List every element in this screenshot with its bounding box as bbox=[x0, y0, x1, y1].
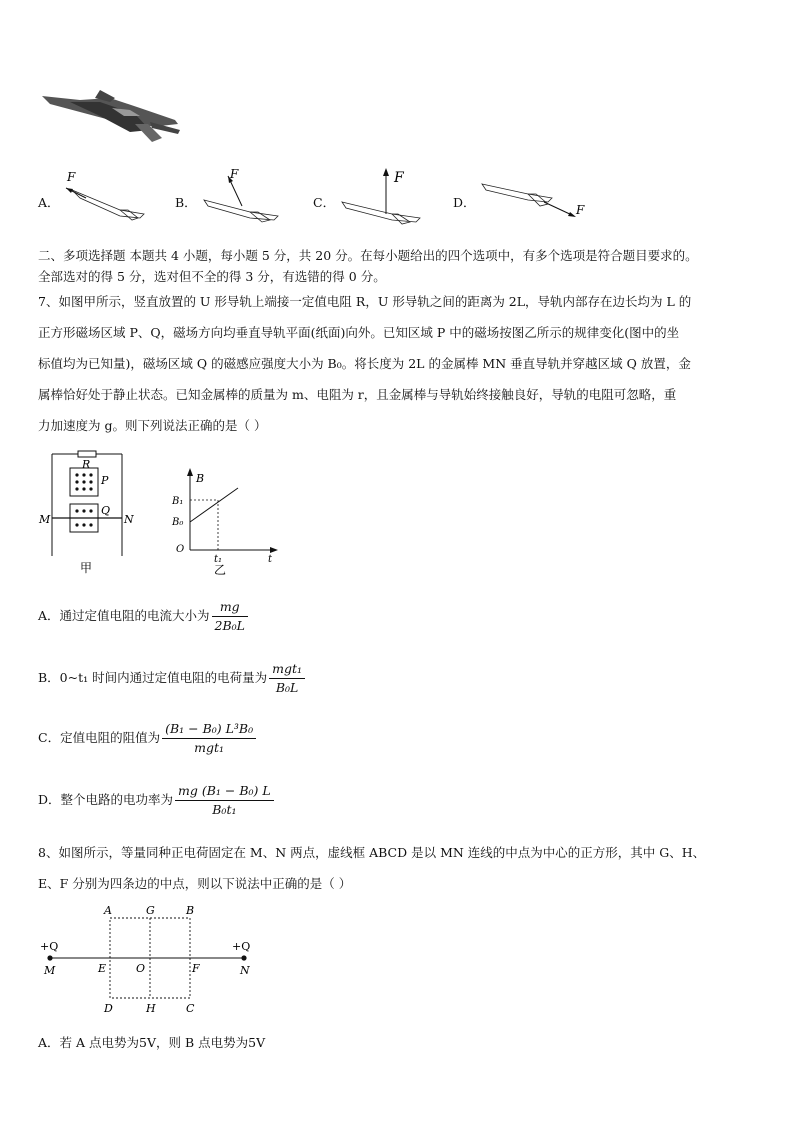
force-label: F bbox=[576, 203, 585, 217]
q7-option-c-text: C．定值电阻的阻值为 bbox=[38, 730, 161, 745]
fraction-numerator: (B₁ − B₀) L³B₀ bbox=[162, 720, 256, 739]
point-m-label: M bbox=[44, 964, 56, 977]
q7-option-a-text: A．通过定值电阻的电流大小为 bbox=[38, 608, 210, 623]
figure-yi-caption: 乙 bbox=[214, 563, 227, 576]
q7-option-d[interactable] bbox=[38, 782, 274, 819]
b-t-line bbox=[190, 488, 238, 522]
q6-option-c-diagram[interactable] bbox=[336, 166, 426, 226]
q7-option-a-fraction bbox=[212, 598, 248, 635]
axis-b-label: B bbox=[196, 472, 205, 485]
section2-line2: 全部选对的得 5 分，选对但不全的得 3 分，有选错的得 0 分。 bbox=[38, 269, 386, 284]
q7-option-a[interactable] bbox=[38, 598, 248, 635]
region-q-label: Q bbox=[101, 504, 111, 517]
fighter-jet-image bbox=[40, 86, 182, 146]
q6-option-d-label[interactable]: D． bbox=[453, 195, 476, 210]
q7-option-d-text: D．整个电路的电功率为 bbox=[38, 792, 174, 807]
fraction-denominator: B₀t₁ bbox=[212, 802, 237, 817]
q6-option-a-label[interactable]: A． bbox=[38, 195, 60, 210]
figure-jia-caption: 甲 bbox=[80, 561, 93, 575]
charge-n bbox=[241, 955, 246, 960]
point-a-label: A bbox=[104, 904, 112, 917]
charge-m-value: +Q bbox=[40, 940, 59, 953]
force-label: F bbox=[394, 170, 404, 186]
point-d-label: D bbox=[104, 1002, 113, 1015]
q7-option-c[interactable] bbox=[38, 720, 256, 757]
region-p-label: P bbox=[101, 474, 109, 487]
q8-line1: 8、如图所示，等量同种正电荷固定在 M、N 两点，虚线框 ABCD 是以 MN 连线的中点为中心的正方形，其中 G、H、 bbox=[38, 845, 706, 860]
force-label: F bbox=[67, 170, 76, 184]
q6-option-d-diagram[interactable] bbox=[478, 176, 590, 224]
charge-m bbox=[47, 955, 52, 960]
resistor-label: R bbox=[82, 458, 91, 471]
rod-end-n-label: N bbox=[124, 513, 134, 526]
q7-figure-yi bbox=[168, 464, 286, 576]
axis-t-label: t bbox=[268, 554, 273, 565]
q6-option-a-diagram[interactable] bbox=[60, 168, 150, 224]
q8-option-a[interactable]: A．若 A 点电势为5V，则 B 点电势为5V bbox=[38, 1035, 266, 1050]
section2-line1: 二、多项选择题 本题共 4 小题，每小题 5 分，共 20 分。在每小题给出的四个选项中，有多个选项是符合题目要求的。 bbox=[38, 248, 698, 263]
fraction-numerator: mgt₁ bbox=[269, 660, 305, 679]
point-f-label: F bbox=[192, 962, 200, 975]
fraction-numerator: mg bbox=[212, 598, 248, 617]
q8-figure bbox=[36, 900, 266, 1020]
q7-line5: 力加速度为 g。则下列说法正确的是（ ） bbox=[38, 418, 267, 433]
origin-label: O bbox=[176, 544, 185, 555]
point-n-label: N bbox=[240, 964, 250, 977]
q7-line2: 正方形磁场区域 P、Q，磁场方向均垂直导轨平面(纸面)向外。已知区域 P 中的磁场按图乙所示的规律变化(图中的坐 bbox=[38, 325, 680, 340]
q6-option-b-label[interactable]: B． bbox=[175, 195, 197, 210]
charge-n-value: +Q bbox=[232, 940, 251, 953]
b1-tick-label: B₁ bbox=[172, 496, 184, 507]
point-o-label: O bbox=[136, 962, 146, 975]
fraction-denominator: mgt₁ bbox=[194, 740, 225, 755]
q8-line2: E、F 分别为四条边的中点，则以下说法中正确的是（ ） bbox=[38, 876, 352, 891]
q7-option-d-fraction bbox=[175, 782, 274, 819]
point-h-label: H bbox=[146, 1002, 156, 1015]
point-b-label: B bbox=[186, 904, 195, 917]
point-e-label: E bbox=[98, 962, 107, 975]
q7-option-b[interactable] bbox=[38, 660, 305, 697]
q7-option-b-text: B．0~t₁ 时间内通过定值电阻的电荷量为 bbox=[38, 670, 268, 685]
b0-tick-label: B₀ bbox=[172, 517, 184, 528]
fraction-denominator: 2B₀L bbox=[214, 618, 245, 633]
q6-option-b-diagram[interactable] bbox=[200, 166, 284, 226]
q7-option-c-fraction bbox=[162, 720, 256, 757]
q7-option-b-fraction bbox=[269, 660, 305, 697]
q7-line1: 7、如图甲所示，竖直放置的 U 形导轨上端接一定值电阻 R，U 形导轨之间的距离为 2L，导轨内部存在边长均为 L 的 bbox=[38, 294, 692, 309]
point-c-label: C bbox=[186, 1002, 195, 1015]
q6-option-c-label[interactable]: C． bbox=[313, 195, 336, 210]
q7-line3: 标值均为已知量)，磁场区域 Q 的磁感应强度大小为 B₀。将长度为 2L 的金属棒 MN 垂直导轨并穿越区域 Q 放置，金 bbox=[38, 356, 691, 371]
point-g-label: G bbox=[146, 904, 155, 917]
fraction-numerator: mg (B₁ − B₀) L bbox=[175, 782, 274, 801]
force-label: F bbox=[230, 167, 239, 181]
q7-figure-jia bbox=[36, 446, 146, 578]
rod-end-m-label: M bbox=[39, 513, 51, 526]
t1-tick-label: t₁ bbox=[214, 554, 223, 565]
fraction-denominator: B₀L bbox=[275, 680, 299, 695]
q7-line4: 属棒恰好处于静止状态。已知金属棒的质量为 m、电阻为 r，且金属棒与导轨始终接触良好，导轨的电阻可忽略，重 bbox=[38, 387, 677, 402]
